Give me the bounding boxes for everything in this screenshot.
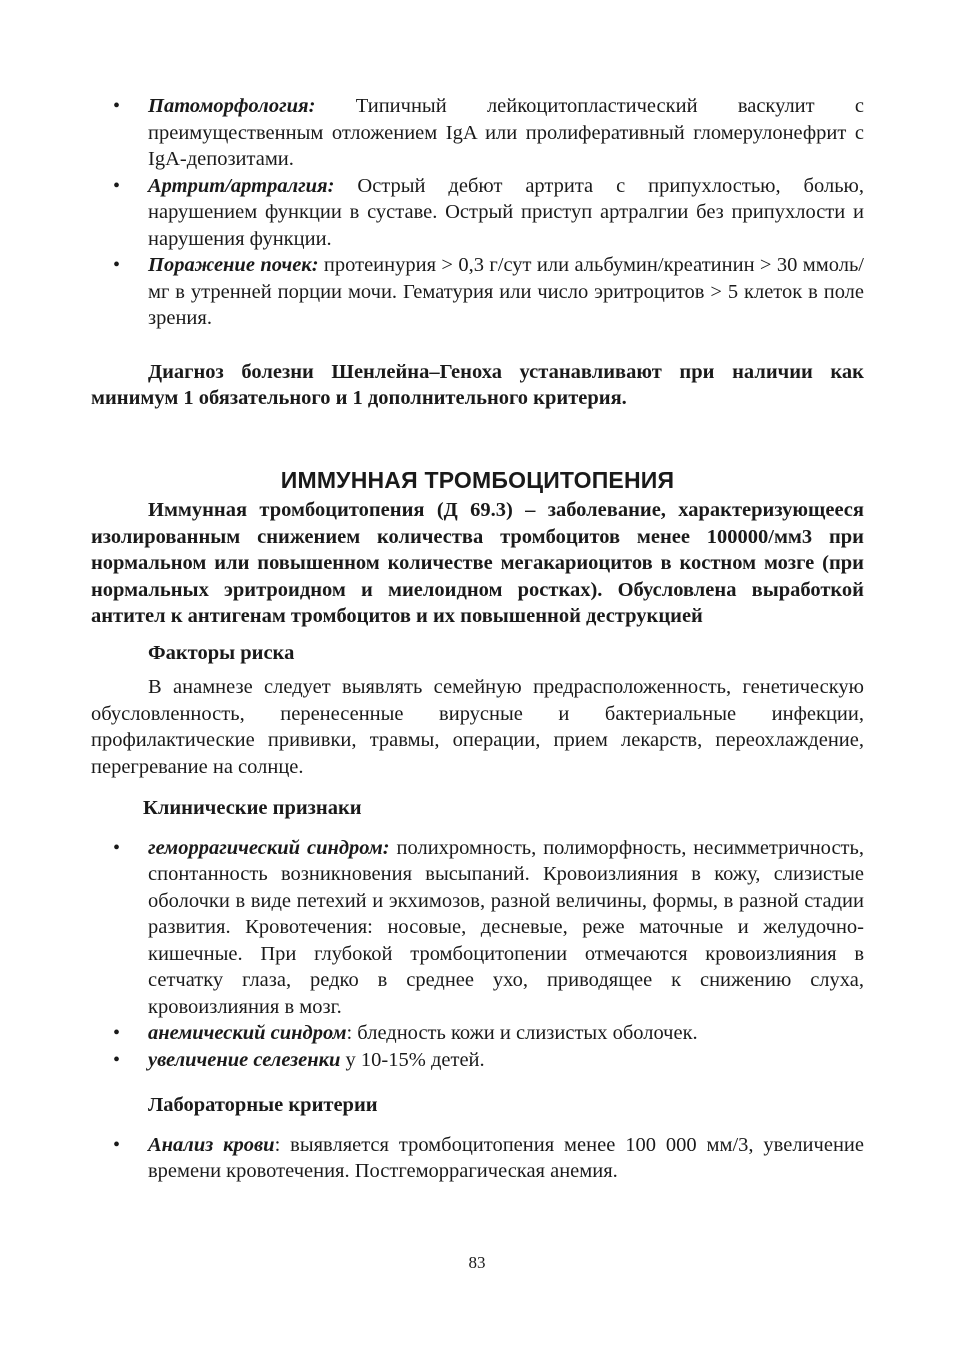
term-text: Острый дебют артрита с припухлостью, болью, нарушением функции в суставе. Острый приступ артралгии без припухлости и нарушения функции. bbox=[148, 174, 864, 250]
term-label: Анализ крови bbox=[148, 1133, 275, 1156]
bullet-icon: • bbox=[113, 254, 121, 276]
term-label: Поражение почек: bbox=[148, 254, 319, 276]
term-label: увеличение селезенки bbox=[148, 1048, 341, 1071]
lab-heading: Лабораторные критерии bbox=[148, 1094, 378, 1116]
list-item bbox=[91, 1132, 864, 1185]
term-label: Артрит/артралгия: bbox=[148, 174, 335, 197]
lab-list bbox=[91, 1132, 864, 1185]
list-item bbox=[91, 173, 864, 253]
list-item bbox=[91, 1047, 864, 1074]
term-text: полихромность, полиморфность, несимметричность, спонтанность возникновения высыпаний. Кровоизлияния в кожу, слизистые оболочки в виде петехий и экхимозов, разной величины, формы, в разной стадии развития. Кровотечения: носовые, десневые, реже маточные и желудочно-кишечные. При глубокой тромбоцитопении отмечаются кровоизлияния в сетчатку глаза, редко в среднее ухо, приводящее к снижению слуха, кровоизлияния в мозг. bbox=[148, 836, 864, 1018]
term-text: : выявляется тромбоцитопения менее 100 000 мм/3, увеличение времени кровотечения. Постгеморрагическая анемия. bbox=[148, 1133, 864, 1182]
page-content bbox=[91, 93, 864, 1185]
term-text: : бледность кожи и слизистых оболочек. bbox=[346, 1022, 698, 1044]
term-text: протеинурия > 0,3 г/сут или альбумин/креатинин > 30 ммоль/мг в утренней порции мочи. Гематурия или число эритроцитов > 5 клеток в поле зрения. bbox=[148, 254, 864, 329]
section-title: ИММУННАЯ ТРОМБОЦИТОПЕНИЯ bbox=[280, 466, 675, 493]
term-text: у 10-15% детей. bbox=[340, 1048, 485, 1071]
term-label: анемический синдром bbox=[148, 1022, 347, 1044]
list-item bbox=[91, 1020, 864, 1047]
clinical-heading: Клинические признаки bbox=[143, 797, 362, 819]
definition-paragraph: Иммунная тромбоцитопения (Д 69.3) – заболевание, характеризующееся изолированным снижением количества тромбоцитов менее 100000/мм3 при нормальном или повышенном количестве мегакариоцитов в костном мозге (при нормальных эритроидном и миелоидном ростках). Обусловлена выработкой антител к антигенам тромбоцитов и их повышенной деструкцией bbox=[91, 499, 864, 627]
clinical-list bbox=[91, 835, 864, 1074]
risk-factors-paragraph: В анамнезе следует выявлять семейную предрасположенность, генетическую обусловленность, перенесенные вирусные и бактериальные инфекции, профилактические прививки, травмы, операции, прием лекарств, переохлаждение, перегревание на солнце. bbox=[91, 676, 864, 778]
bullet-icon: • bbox=[113, 95, 121, 117]
term-label: геморрагический синдром: bbox=[148, 836, 390, 859]
bullet-icon: • bbox=[113, 1133, 121, 1156]
term-text: Типичный лейкоцитопластический васкулит с преимущественным отложением IgA или пролиферативный гломерулонефрит с IgA-депозитами. bbox=[148, 95, 864, 170]
bullet-icon: • bbox=[113, 1048, 121, 1071]
bullet-icon: • bbox=[113, 174, 121, 197]
risk-factors-heading: Факторы риска bbox=[148, 641, 295, 664]
bullet-icon: • bbox=[113, 1022, 121, 1044]
page-number: 83 bbox=[468, 1253, 486, 1272]
list-item bbox=[91, 93, 864, 173]
diagnosis-note: Диагноз болезни Шенлейна–Геноха устанавливают при наличии как минимум 1 обязательного и 1 дополнительного критерия. bbox=[91, 360, 864, 409]
term-label: Патоморфология: bbox=[148, 95, 316, 117]
list-item bbox=[91, 835, 864, 1021]
bullet-icon: • bbox=[113, 836, 121, 859]
criteria-list bbox=[91, 93, 864, 332]
list-item bbox=[91, 252, 864, 332]
